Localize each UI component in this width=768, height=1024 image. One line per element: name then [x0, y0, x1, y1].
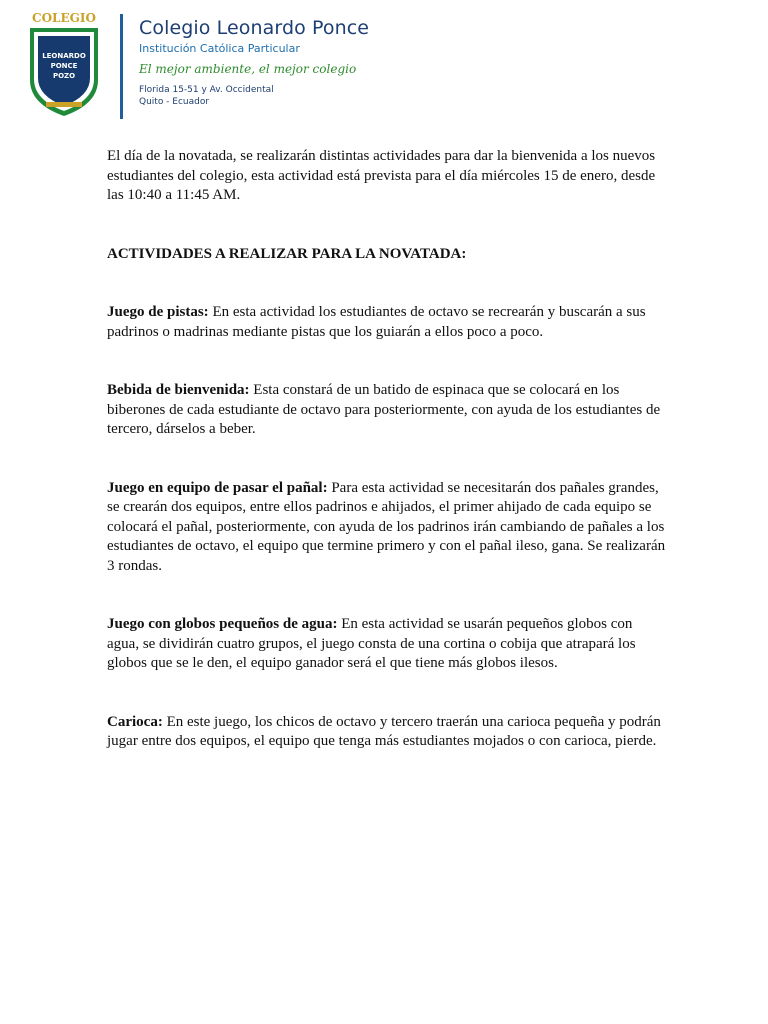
crest-ribbon	[46, 102, 82, 107]
activity-paragraph	[107, 303, 667, 342]
activity-description: En esta actividad los estudiantes de octavo se recrearán y buscarán a sus padrinos o madrinas mediante pistas que los guiarán a ellos poco a poco.	[107, 304, 646, 340]
activity-name: Bebida de bienvenida:	[107, 382, 250, 398]
activity-description: En esta actividad se usarán pequeños globos con agua, se dividirán cuatro grupos, el juego consta de una cortina o cobija que atrapará los globos que se le den, el equipo ganador será el que tiene más globos ilesos.	[107, 616, 636, 671]
logo-line3: POZO	[52, 72, 76, 80]
school-address	[139, 84, 369, 108]
activity-paragraph	[107, 713, 667, 752]
logo-line2: PONCE	[50, 62, 78, 70]
activity-paragraph	[107, 381, 667, 440]
activity-name: Juego con globos pequeños de agua:	[107, 616, 338, 632]
activity-name: Juego en equipo de pasar el pañal:	[107, 479, 328, 496]
activity-paragraph	[107, 479, 667, 577]
school-subtitle: Institución Católica Particular	[139, 42, 300, 55]
logo-line1: LEONARDO	[42, 52, 86, 60]
letterhead-text	[139, 16, 369, 108]
school-slogan: El mejor ambiente, el mejor colegio	[139, 62, 357, 76]
logo-top-text: COLEGIO	[32, 11, 96, 25]
address-line-1: Florida 15-51 y Av. Occidental	[139, 85, 274, 95]
activity-description: En este juego, los chicos de octavo y tercero traerán una carioca pequeña y podrán jugar entre dos equipos, el equipo que tenga más estudiantes mojados o con carioca, pierde.	[107, 713, 661, 749]
letterhead	[14, 10, 370, 122]
school-crest-logo	[26, 10, 102, 118]
intro-paragraph: El día de la novatada, se realizarán distintas actividades para dar la bienvenida a los nuevos estudiantes del colegio, esta actividad está prevista para el día miércoles 15 de enero, desde las 10:40 a 11:45 AM.	[107, 148, 656, 203]
activity-name: Carioca:	[107, 713, 163, 730]
document-body	[107, 147, 667, 791]
address-line-2: Quito - Ecuador	[139, 97, 210, 107]
activity-description: Para esta actividad se necesitarán dos pañales grandes, se crearán dos equipos, entre ellos padrinos e ahijados, el primer ahijado de cada equipo se colocará el pañal, posteriormente, con ayuda de los padrinos irán cambiando de pañales a los estudiantes de octavo, el equipo que termine primero y con el pañal ileso, gana. Se realizarán 3 rondas.	[107, 479, 666, 574]
school-name: Colegio Leonardo Ponce	[139, 17, 370, 39]
activity-name: Juego de pistas:	[107, 304, 209, 320]
section-heading: ACTIVIDADES A REALIZAR PARA LA NOVATADA:	[107, 245, 467, 262]
activity-description: Esta constará de un batido de espinaca que se colocará en los biberones de cada estudiante de octavo para posteriormente, con ayuda de los estudiantes de tercero, dárselos a beber.	[107, 382, 661, 437]
activity-paragraph	[107, 615, 667, 674]
letterhead-divider	[120, 14, 123, 119]
